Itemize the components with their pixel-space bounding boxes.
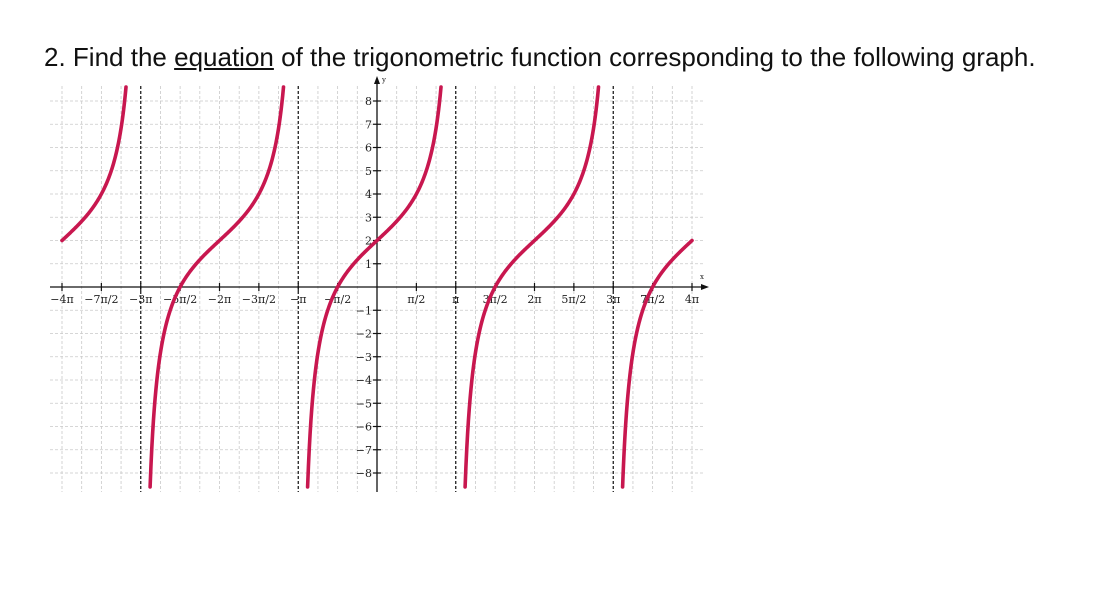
- y-tick-label: 2: [365, 234, 372, 248]
- x-tick-label: −4π: [50, 293, 74, 306]
- y-tick-label: 5: [365, 164, 372, 178]
- x-tick-label: π: [452, 293, 460, 306]
- x-tick-label: −3π: [129, 293, 153, 306]
- x-tick-label: 7π/2: [640, 293, 666, 306]
- x-axis-label: x: [700, 273, 704, 281]
- y-tick-label: 3: [365, 211, 372, 225]
- question-number: 2.: [44, 42, 66, 72]
- x-tick-label: −3π/2: [241, 293, 276, 306]
- x-tick-label: −π/2: [324, 293, 352, 306]
- x-tick-label: −π: [290, 293, 307, 306]
- x-tick-label: −5π/2: [163, 293, 198, 306]
- y-tick-label: −3: [355, 350, 372, 364]
- y-tick-label: −4: [355, 374, 372, 387]
- y-axis-arrow: [374, 76, 380, 84]
- x-tick-label: π/2: [407, 293, 426, 306]
- y-tick-label: −1: [355, 304, 372, 318]
- y-tick-label: 4: [365, 188, 372, 201]
- y-tick-label: 7: [365, 118, 372, 132]
- x-axis-arrow: [701, 284, 709, 290]
- question-lead: Find the: [72, 42, 167, 72]
- y-tick-label: 6: [365, 141, 372, 155]
- y-tick-label: 8: [365, 95, 372, 108]
- x-tick-label: 4π: [684, 293, 700, 306]
- x-tick-label: −7π/2: [84, 293, 119, 306]
- y-tick-label: −2: [355, 327, 372, 341]
- x-tick-label: 2π: [527, 293, 542, 306]
- question-rest: of the trigonometric function corresponding to the following graph.: [281, 42, 1036, 72]
- x-tick-label: 3π: [606, 293, 621, 306]
- x-tick-label: 3π/2: [482, 293, 508, 306]
- y-tick-label: −6: [355, 420, 372, 434]
- y-tick-label: −8: [355, 467, 372, 480]
- x-tick-label: −2π: [207, 293, 232, 306]
- y-axis-label: y: [382, 76, 386, 84]
- x-tick-label: 5π/2: [561, 293, 587, 306]
- y-tick-label: −7: [355, 443, 372, 457]
- y-tick-label: −5: [355, 397, 372, 411]
- equation-term: equation: [174, 42, 274, 72]
- axes: [50, 76, 709, 492]
- y-tick-label: 1: [365, 257, 372, 271]
